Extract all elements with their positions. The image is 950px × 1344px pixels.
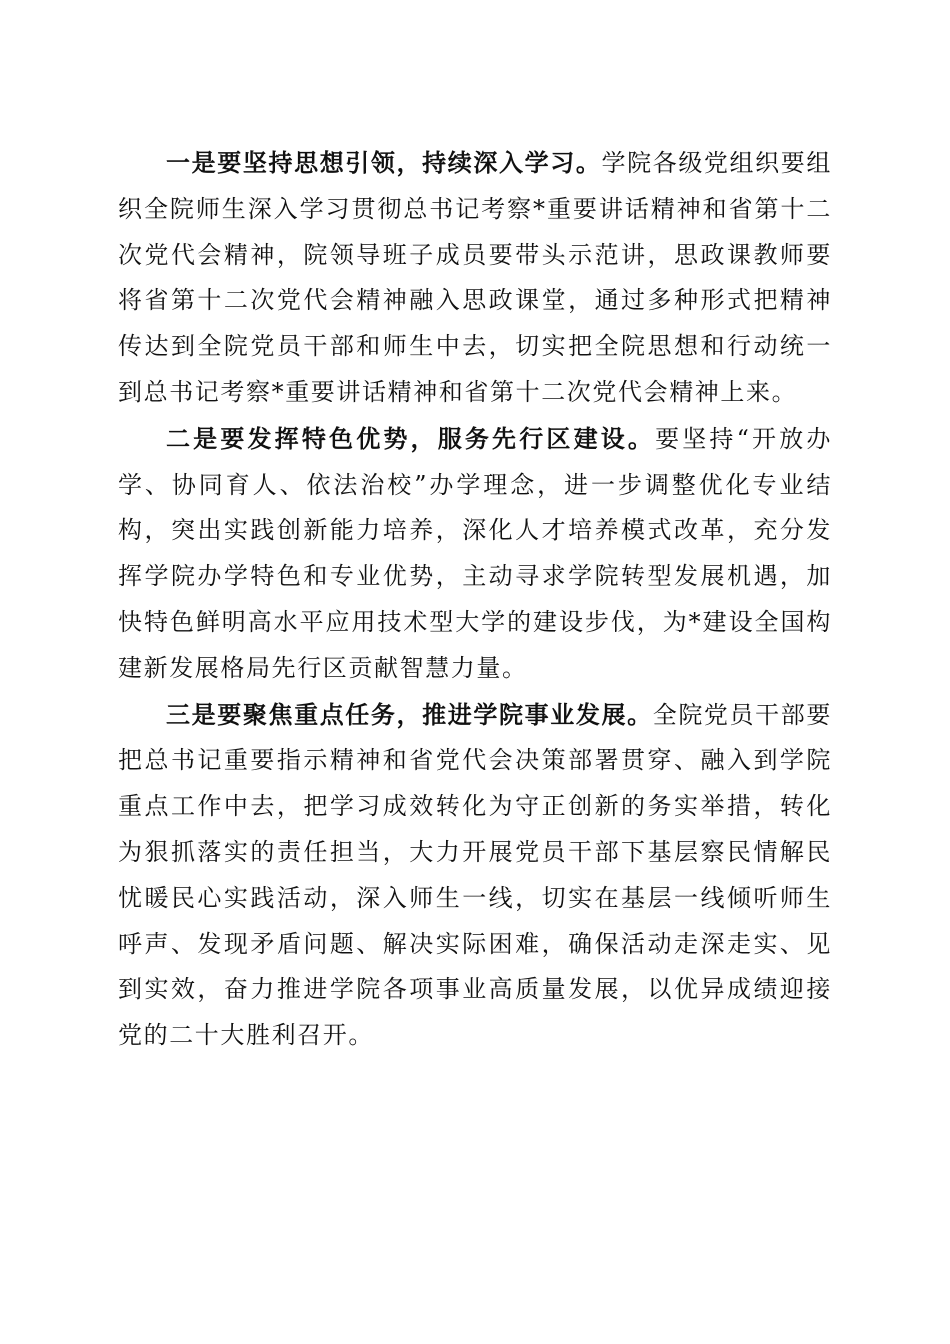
paragraph-2-text: 要坚持“开放办学、协同育人、依法治校”办学理念，进一步调整优化专业结构，突出实践创新能力培养，深化人才培养模式改革，充分发挥学院办学特色和专业优势，主动寻求学院转型发展机遇，加快特色鲜明高水平应用技术型大学的建设步伐，为*建设全国构建新发展格局先行区贡献智慧力量。 (118, 424, 832, 682)
paragraph-3-heading: 三是要聚焦重点任务，推进学院事业发展。 (166, 699, 653, 729)
document-body (118, 140, 832, 1059)
paragraph-3 (118, 692, 832, 1059)
paragraph-1-text: 学院各级党组织要组织全院师生深入学习贯彻总书记考察*重要讲话精神和省第十二次党代会精神，院领导班子成员要带头示范讲，思政课教师要将省第十二次党代会精神融入思政课堂，通过多种形式把精神传达到全院党员干部和师生中去，切实把全院思想和行动统一到总书记考察*重要讲话精神和省第十二次党代会精神上来。 (118, 149, 832, 406)
paragraph-2 (118, 416, 832, 692)
paragraph-3-text: 全院党员干部要把总书记重要指示精神和省党代会决策部署贯穿、融入到学院重点工作中去，把学习成效转化为守正创新的务实举措，转化为狠抓落实的责任担当，大力开展党员干部下基层察民情解民忧暖民心实践活动，深入师生一线，切实在基层一线倾听师生呼声、发现矛盾问题、解决实际困难，确保活动走深走实、见到实效，奋力推进学院各项事业高质量发展，以优异成绩迎接党的二十大胜利召开。 (118, 700, 832, 1050)
paragraph-2-heading: 二是要发挥特色优势，服务先行区建设。 (166, 423, 656, 453)
paragraph-1 (118, 140, 832, 416)
paragraph-1-heading: 一是要坚持思想引领，持续深入学习。 (166, 148, 602, 177)
